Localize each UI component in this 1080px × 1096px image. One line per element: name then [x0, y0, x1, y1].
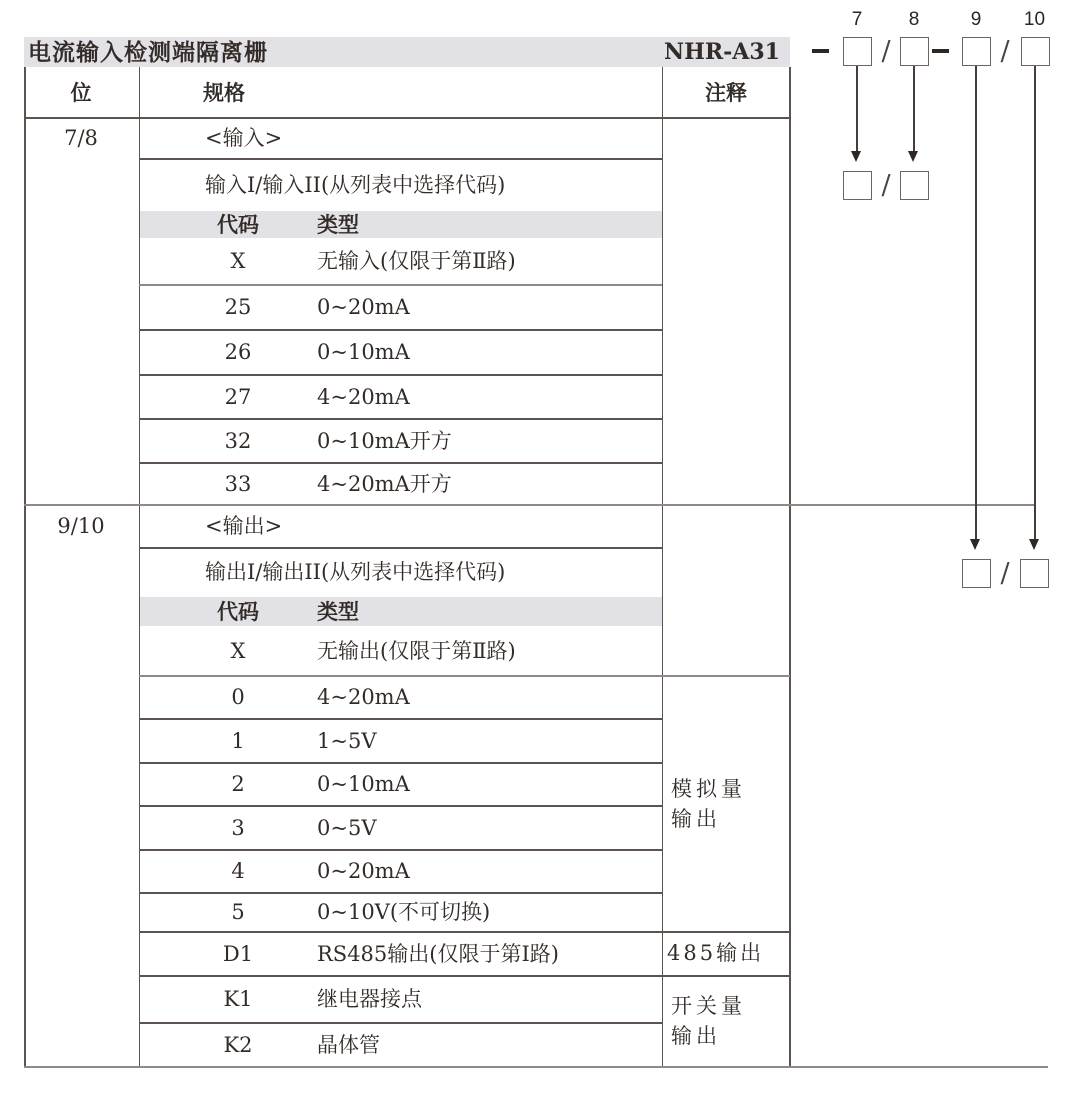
- output-spec-subtitle: 输出I/输出II(从列表中选择代码): [205, 560, 506, 584]
- output-row-code: X: [230, 638, 246, 663]
- arrow-line-9: [975, 66, 977, 539]
- output-row-type: 继电器接点: [317, 987, 422, 1011]
- page-title: 电流输入检测端隔离栅: [28, 38, 268, 66]
- code-box-9: [962, 37, 991, 66]
- code-box-10: [1021, 37, 1050, 66]
- input-row-code: 33: [224, 471, 252, 496]
- digit-label-9: 9: [970, 8, 982, 30]
- input-slot-box-7: [843, 171, 872, 200]
- col-header-spec: 规格: [203, 79, 245, 105]
- col-header-pos: 位: [70, 79, 92, 105]
- code-box-8: [900, 37, 929, 66]
- input-spec-title: <输入>: [205, 126, 283, 150]
- output-row-code: 1: [231, 728, 245, 753]
- output-row-type: 0~5V: [317, 815, 377, 840]
- note-switch-line2: 输出: [671, 1023, 721, 1048]
- input-row-code: 32: [224, 428, 252, 453]
- digit-label-10: 10: [1023, 8, 1046, 30]
- slash-separator: /: [881, 35, 891, 67]
- input-spec-subtitle: 输入I/输入II(从列表中选择代码): [205, 172, 506, 197]
- note-switch-output: [662, 975, 790, 1066]
- output-row-code: 0: [231, 685, 245, 709]
- group-divider-line: [24, 504, 1036, 506]
- output-slot-box-10: [1020, 559, 1049, 588]
- slash-separator: /: [1000, 557, 1010, 589]
- table-left-border: [24, 67, 26, 1068]
- note-analog-line1: 模拟量: [671, 776, 746, 801]
- arrow-head-10: [1029, 539, 1039, 550]
- model-number: NHR-A31: [664, 39, 780, 65]
- input-code-header: 代码: [217, 212, 259, 237]
- note-analog-output: [662, 676, 790, 931]
- input-slot-box-8: [900, 171, 929, 200]
- header-bottom-line: [24, 117, 791, 119]
- input-type-header: 类型: [317, 212, 359, 237]
- input-row-code: 26: [224, 340, 252, 364]
- output-pos-cell: 9/10: [57, 514, 105, 538]
- arrow-head-7: [851, 151, 861, 162]
- output-row-code: 5: [231, 900, 245, 924]
- output-row-code: D1: [222, 941, 254, 966]
- input-pos-cell: 7/8: [64, 126, 98, 150]
- output-row-code: 4: [231, 859, 245, 883]
- input-row-code: 25: [224, 295, 252, 319]
- table-bottom-border: [24, 1066, 1048, 1068]
- output-row-code: 3: [231, 815, 245, 840]
- input-row-type: 4~20mA: [317, 384, 410, 409]
- arrow-line-8: [913, 66, 915, 151]
- slash-separator: /: [1000, 35, 1010, 67]
- arrow-line-7: [856, 66, 858, 151]
- dash-separator: [812, 49, 829, 53]
- input-row-code: X: [230, 249, 246, 273]
- input-row-type: 0~20mA: [317, 295, 410, 319]
- note-485-output: 485输出: [667, 940, 765, 965]
- input-row-type: 4~20mA开方: [317, 471, 452, 496]
- slash-separator: /: [881, 169, 891, 201]
- output-row-code: 2: [231, 772, 245, 796]
- arrow-head-9: [970, 539, 980, 550]
- arrow-line-10: [1034, 66, 1036, 539]
- output-row-code: K1: [223, 987, 253, 1011]
- output-type-header: 类型: [317, 599, 359, 624]
- arrow-head-8: [908, 151, 918, 162]
- output-row-type: 4~20mA: [317, 685, 410, 709]
- output-row-type: 无输出(仅限于第Ⅱ路): [317, 638, 516, 663]
- digit-label-8: 8: [908, 8, 920, 30]
- output-row-type: 0~10mA: [317, 772, 410, 796]
- output-row-type: 1~5V: [317, 728, 377, 753]
- note-switch-line1: 开关量: [671, 993, 746, 1018]
- output-code-header: 代码: [217, 599, 259, 624]
- code-box-7: [843, 37, 872, 66]
- output-spec-title: <输出>: [205, 514, 283, 538]
- dash-separator: [932, 49, 949, 53]
- note-analog-line2: 输出: [671, 806, 721, 831]
- input-row-type: 0~10mA开方: [317, 428, 452, 453]
- output-row-type: 0~10V(不可切换): [317, 900, 491, 924]
- digit-label-7: 7: [851, 8, 863, 30]
- output-row-type: 晶体管: [317, 1033, 380, 1057]
- col-header-note: 注释: [705, 79, 747, 105]
- output-row-code: K2: [223, 1033, 253, 1057]
- output-row-type: RS485输出(仅限于第Ⅰ路): [317, 941, 559, 966]
- input-row-type: 0~10mA: [317, 340, 410, 364]
- input-row-code: 27: [224, 384, 252, 409]
- input-row-type: 无输入(仅限于第Ⅱ路): [317, 249, 516, 273]
- output-row-type: 0~20mA: [317, 859, 410, 883]
- output-slot-box-9: [962, 559, 991, 588]
